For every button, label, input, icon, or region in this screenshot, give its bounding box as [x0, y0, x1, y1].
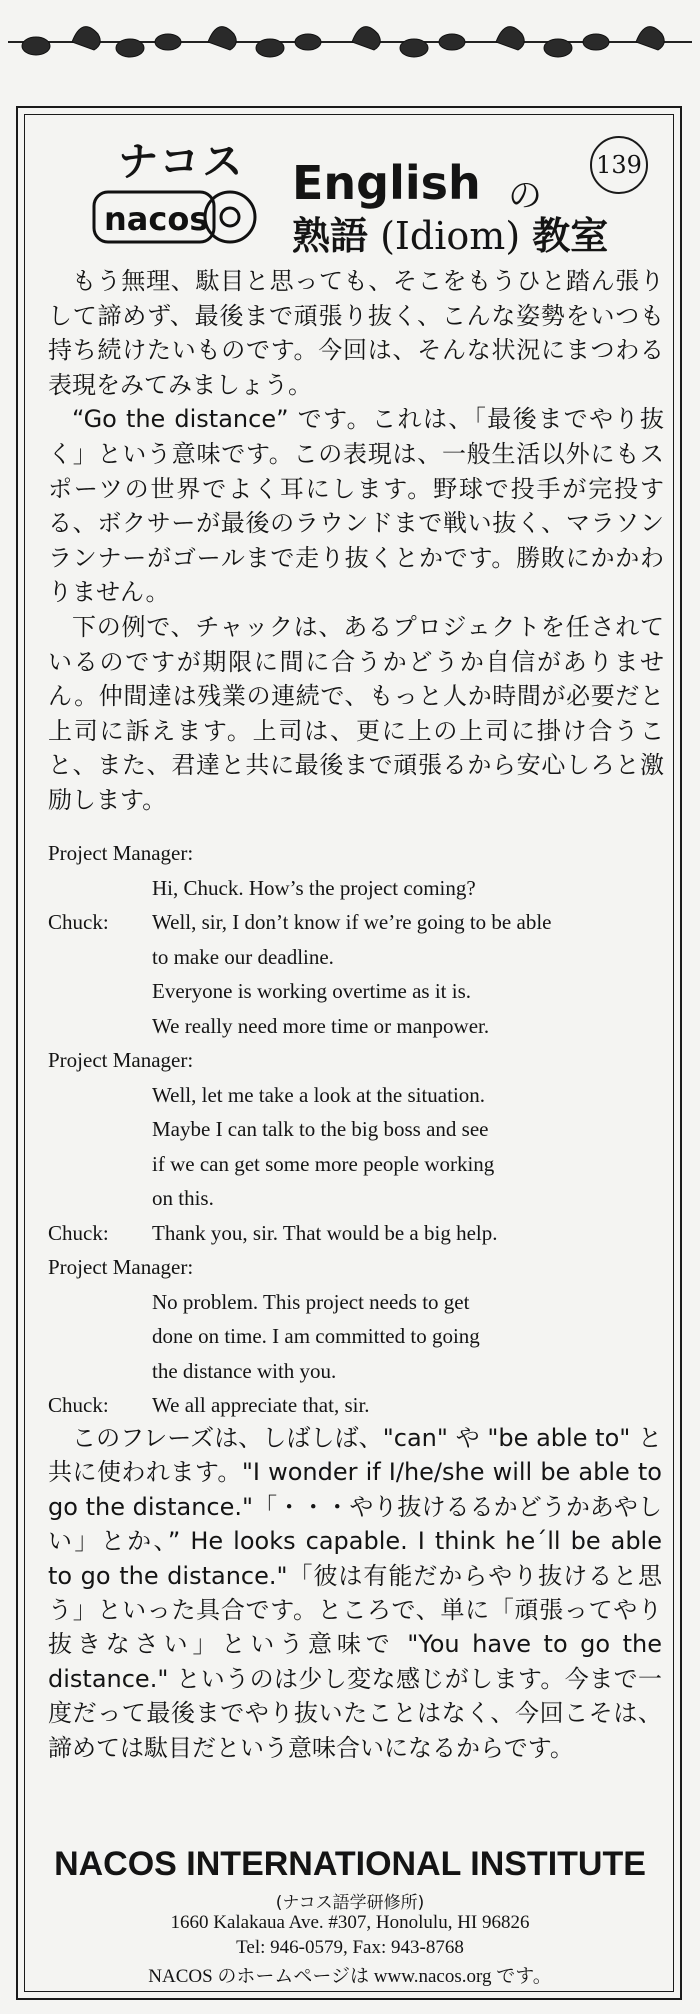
dialogue-text: done on time. I am committed to going: [152, 1324, 480, 1348]
dialogue: [48, 836, 668, 1423]
dialogue-line: [48, 1354, 668, 1389]
dialogue-text: Maybe I can talk to the big boss and see: [152, 1117, 489, 1141]
title-idiom: (Idiom): [368, 214, 533, 258]
dialogue-line: [48, 1181, 668, 1216]
title-particle: の: [508, 176, 542, 216]
brand-kana: ナコス: [118, 139, 246, 185]
dialogue-line: [48, 836, 668, 871]
dialogue-text: on this.: [152, 1186, 214, 1210]
dialogue-text: to make our deadline.: [152, 944, 334, 969]
institute-name: NACOS INTERNATIONAL INSTITUTE: [54, 1845, 646, 1883]
dialogue-speaker: Chuck:: [48, 910, 109, 934]
dialogue-line: [48, 940, 668, 975]
dialogue-line: [48, 905, 668, 940]
dialogue-text: Well, sir, I don’t know if we’re going to be able: [152, 910, 552, 934]
dialogue-line: [48, 1319, 668, 1354]
intro-text: [48, 264, 664, 818]
dialogue-text: Thank you, sir. That would be a big help.: [152, 1220, 498, 1245]
dialogue-speaker: Chuck:: [48, 1393, 109, 1417]
dialogue-text: No problem. This project needs to get: [152, 1289, 470, 1314]
dialogue-text: We all appreciate that, sir.: [152, 1393, 370, 1417]
dialogue-text: the distance with you.: [152, 1358, 337, 1383]
logo-text: nacos: [104, 200, 209, 238]
dialogue-text: Everyone is working overtime as it is.: [152, 979, 472, 1003]
closing-text: [48, 1421, 662, 1765]
dialogue-line: [48, 871, 668, 906]
decorative-border: [8, 8, 692, 72]
dialogue-line: [48, 1250, 668, 1285]
title-kyoshitsu: 教室: [532, 213, 609, 258]
intro-paragraph: “Go the distance” です。これは、「最後までやり抜く」という意味です。この表現は、一般生活以外にもスポーツの世界でよく耳にします。野球で投手が完投する、ボクサーが最後のラウンドまで戦い抜く、マラソンランナーがゴールまで走り抜くとかです。勝敗にかかわりません。: [48, 405, 664, 607]
dialogue-line: [48, 1009, 668, 1044]
dialogue-text: if we can get some more people working: [152, 1151, 495, 1176]
dialogue-speaker: Project Manager:: [48, 1255, 194, 1279]
dialogue-line: [48, 1112, 668, 1147]
dialogue-text: Well, let me take a look at the situation.: [152, 1082, 486, 1107]
institute-address: 1660 Kalakaua Ave. #307, Honolulu, HI 96826: [170, 1912, 530, 1933]
issue-number: 139: [590, 136, 648, 194]
dialogue-speaker: Project Manager:: [48, 1048, 194, 1072]
title-japanese: [292, 214, 608, 258]
dialogue-text: We really need more time or manpower.: [152, 1013, 490, 1038]
institute-phone: Tel: 946-0579, Fax: 943-8768: [236, 1937, 464, 1958]
dialogue-line: [48, 974, 668, 1009]
closing-paragraph: このフレーズは、しばしば、"can" や "be able to" と共に使われます。"I wonder if I/he/she will be able to go the distance."「・・・やり抜けるるかどうかあやしい」とか、” He looks capable. I think he´ll be able to go the distance."「彼は有能だからやり抜けると思う」といった具合です。ところで、単に「頑張ってやり抜きなさい」という意味で "You have to go the distance." というのは少し変な感じがします。今まで一度だって最後までやり抜いたことはなく、今回こそは、諦めては駄目だという意味合いになるからです。: [48, 1424, 662, 1762]
dialogue-line: [48, 1043, 668, 1078]
nacos-logo: [92, 188, 262, 246]
dialogue-line: [48, 1078, 668, 1113]
dialogue-line: [48, 1388, 668, 1423]
dialogue-line: [48, 1147, 668, 1182]
institute-kana: (ナコス語学研修所): [275, 1893, 425, 1913]
dialogue-line: [48, 1216, 668, 1251]
intro-paragraph: もう無理、駄目と思っても、そこをもうひと踏ん張りして諦めず、最後まで頑張り抜く、こんな姿勢をいつも持ち続けたいものです。今回は、そんな状況にまつわる表現をみてみましょう。: [48, 267, 664, 399]
intro-paragraph: 下の例で、チャックは、あるプロジェクトを任されているのですが期限に間に合うかどうか自信がありません。仲間達は残業の連続で、もっと人か時間が必要だと上司に訴えます。上司は、更に上の上司に掛け合うこと、また、君達と共に最後まで頑張るから安心しろと激励します。: [48, 612, 664, 814]
dialogue-speaker: Project Manager:: [48, 841, 194, 865]
title-english: English: [292, 156, 481, 210]
dialogue-speaker: Chuck:: [48, 1220, 109, 1245]
dialogue-line: [48, 1285, 668, 1320]
title-jukugo: 熟語: [292, 213, 369, 258]
dialogue-text: Hi, Chuck. How’s the project coming?: [152, 875, 476, 900]
institute-website: NACOS のホームページは www.nacos.org です。: [148, 1966, 552, 1987]
